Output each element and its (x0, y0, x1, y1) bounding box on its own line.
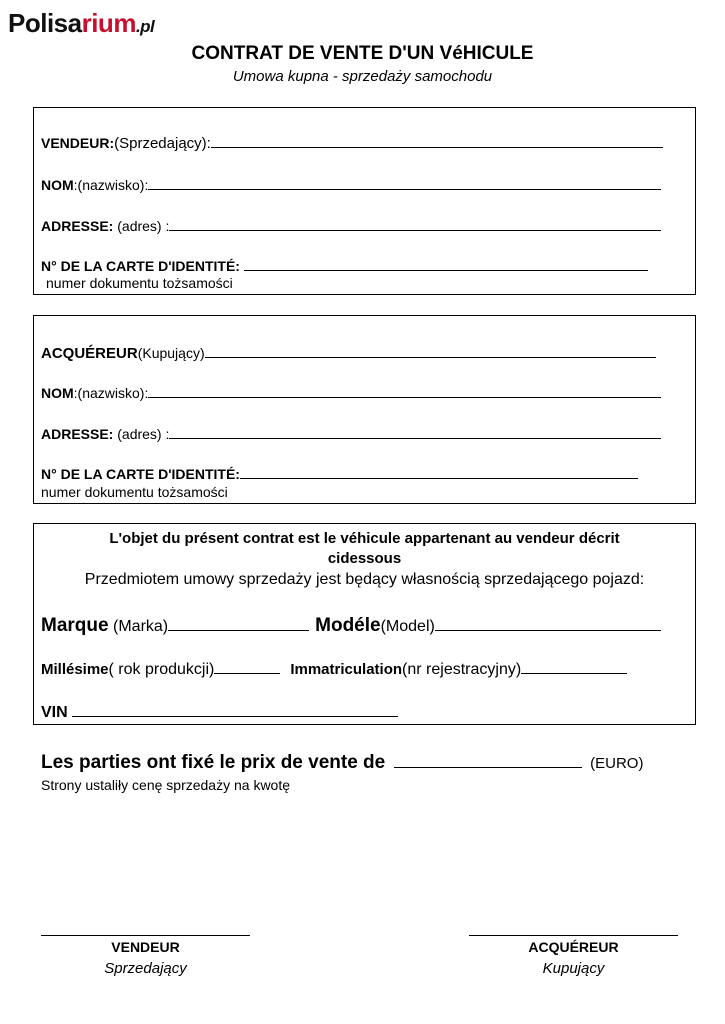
price-currency: (EURO) (590, 755, 644, 772)
buyer-label-row (41, 343, 656, 362)
vin-row (41, 702, 398, 722)
buyer-section (33, 315, 696, 504)
document-title: CONTRAT DE VENTE D'UN VéHICULE (191, 43, 534, 64)
buyer-signature-line[interactable] (469, 935, 678, 936)
seller-signature-pl: Sprzedający (104, 960, 187, 977)
polisarium-logo (8, 8, 154, 39)
modele-field[interactable] (435, 616, 661, 631)
buyer-id-pl-label: numer dokumentu tożsamości (41, 484, 228, 500)
buyer-nom-label: NOM (41, 385, 74, 401)
price-row (41, 752, 643, 774)
buyer-id-field[interactable] (240, 464, 638, 479)
marque-label: Marque (41, 615, 109, 636)
vendeur-label: VENDEUR: (41, 135, 115, 151)
document-subtitle: Umowa kupna - sprzedaży samochodu (232, 68, 493, 85)
vendeur-pl-label: (Sprzedający): (114, 135, 211, 152)
seller-id-row (41, 256, 648, 274)
seller-nom-label: NOM (41, 177, 74, 193)
logo-part-1: Polisa (8, 8, 82, 38)
vin-label: VIN (41, 704, 68, 721)
vehicle-intro-pl: Przedmiotem umowy sprzedaży jest będący własnością sprzedającego pojazd: (84, 571, 645, 588)
buyer-field[interactable] (205, 343, 656, 358)
buyer-signature-label: ACQUÉREUR (528, 939, 619, 955)
buyer-nom-field[interactable] (148, 383, 661, 398)
price-label-fr: Les parties ont fixé le prix de vente de (41, 752, 386, 773)
marque-field[interactable] (168, 616, 309, 631)
seller-adresse-row (41, 216, 661, 234)
buyer-pl-label: (Kupujący) (137, 345, 205, 361)
marque-pl-label: (Marka) (108, 618, 169, 635)
immat-label: Immatriculation (290, 661, 403, 678)
seller-section (33, 107, 696, 295)
buyer-nom-row (41, 383, 661, 401)
vehicle-intro-fr: L'objet du présent contrat est le véhicule appartenant au vendeur décrit cidessous (109, 530, 620, 567)
seller-adresse-field[interactable] (169, 216, 661, 231)
millesime-label: Millésime (41, 661, 109, 678)
buyer-adresse-label: ADRESSE: (41, 426, 114, 442)
logo-part-3: .pl (135, 17, 155, 36)
modele-pl-label: (Model) (380, 618, 435, 635)
seller-signature-line[interactable] (41, 935, 250, 936)
seller-id-label: N° DE LA CARTE D'IDENTITÉ: (41, 258, 240, 274)
millesime-pl-label: ( rok produkcji) (108, 661, 215, 678)
seller-vendeur-row (41, 133, 663, 152)
buyer-id-label: N° DE LA CARTE D'IDENTITÉ: (41, 466, 240, 482)
immat-pl-label: (nr rejestracyjny) (402, 661, 522, 678)
buyer-adresse-row (41, 424, 661, 442)
seller-adresse-label: ADRESSE: (41, 218, 114, 234)
price-field[interactable] (394, 753, 582, 768)
buyer-id-row (41, 464, 638, 482)
vendeur-field[interactable] (211, 133, 663, 148)
vehicle-section (33, 523, 696, 725)
seller-id-pl-label: numer dokumentu tożsamości (46, 275, 233, 291)
seller-adresse-pl-label: (adres) : (113, 218, 170, 234)
buyer-nom-pl-label: :(nazwisko): (73, 385, 149, 401)
vin-field[interactable] (72, 702, 398, 717)
buyer-adresse-pl-label: (adres) : (113, 426, 170, 442)
marque-modele-row (41, 615, 661, 637)
price-label-pl: Strony ustaliły cenę sprzedaży na kwotę (41, 777, 291, 793)
immat-field[interactable] (521, 659, 627, 674)
buyer-label: ACQUÉREUR (41, 345, 138, 362)
seller-id-field[interactable] (244, 256, 648, 271)
logo-part-2: rium (81, 8, 136, 38)
seller-nom-field[interactable] (148, 175, 661, 190)
millesime-immat-row (41, 659, 627, 679)
seller-nom-row (41, 175, 661, 193)
seller-nom-pl-label: :(nazwisko): (73, 177, 149, 193)
seller-signature-label: VENDEUR (111, 939, 180, 955)
buyer-signature-pl: Kupujący (542, 960, 605, 977)
buyer-adresse-field[interactable] (169, 424, 661, 439)
modele-label: Modéle (315, 615, 381, 636)
millesime-field[interactable] (214, 659, 280, 674)
